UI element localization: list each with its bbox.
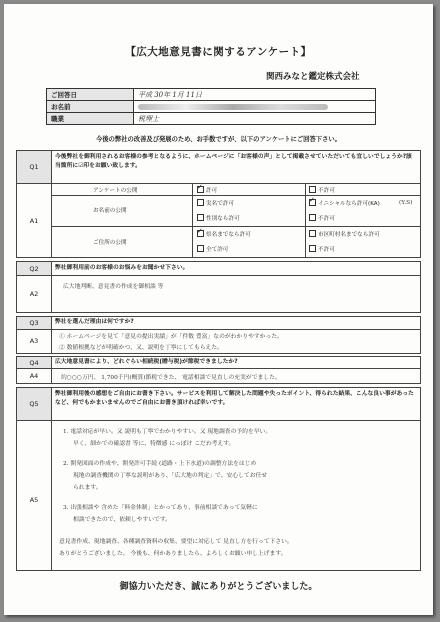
opt-address-pref[interactable]: ✓県名までなら許可 (197, 230, 251, 238)
q3-text: 弊社を選んだ理由は何ですか? (55, 319, 134, 325)
q5-text: 弊社御利用後の感想をご自由にお書き下さい。サービスを利用して解決した問題や失ったポイント、得られた結果、こんな良い事があったなど、何でもかまいませんのでご自由にお書き頂ければ幸いです。 (55, 391, 414, 406)
checkbox-checked-icon (197, 230, 204, 237)
opt-name-deny[interactable]: 不許可 (309, 214, 335, 222)
job-label: 職業 (47, 113, 134, 125)
date-label: ご回答日 (47, 89, 134, 101)
a1-cat-survey: アンケートの公開 (93, 188, 138, 194)
a4-label: A4 (29, 372, 39, 380)
q3-label: Q3 (29, 319, 39, 327)
q3-block (16, 316, 421, 354)
a5-line: 意見書作成、現地調査、各種調査資料の収集、要望に対応して 見直し方を行って下さい。 (59, 539, 293, 545)
a2-label: A2 (29, 290, 39, 298)
a5-line: 2. 開発図面の作成や、開発許可手続 (道路・上下水道)の調整方法をはじめ (63, 461, 257, 467)
a3-answer-2: ② 数値根拠などが明確かつ、又、説明を丁寧にしてもらえた。 (59, 345, 223, 351)
a5-line: られます。 (73, 485, 102, 491)
a3-label: A3 (29, 337, 39, 345)
redacted-name (138, 104, 328, 110)
opt-address-all[interactable]: 全て許可 (197, 245, 228, 253)
q5-block (16, 387, 421, 571)
date-value: 平成 30年 1月 11日 (138, 90, 202, 99)
opt-survey-deny[interactable]: 不許可 (309, 186, 335, 194)
a5-line: 相談できたので、依頼しやすいです。 (73, 517, 171, 523)
a5-line: 現地の調査機関の丁寧な説明があり、「広大地の判定」で、安心してお任せ (73, 473, 268, 479)
q2-text: 弊社御利用前のお客様のお悩みをお聞かせ下さい。 (55, 265, 189, 271)
a1-label: A1 (29, 217, 39, 225)
q1-text: 今後弊社を御利用されるお客様の参考となるように、ホームページに「お客様の声」として掲載させていただいても宜しいでしょうか?該当箇所に☑印をお願い致します。 (55, 154, 412, 169)
a1-cat-name: お名前の公開 (93, 208, 127, 214)
q4-label: Q4 (29, 359, 39, 367)
company-name: 関西みなと鑑定株式会社 (266, 72, 360, 82)
checkbox-icon (197, 199, 204, 206)
q4-text: 広大地意見書により、どれぐらい相続税(贈与税)が節税できましたか? (55, 359, 238, 365)
a4-answer: 約○○○万円、 1,700千円(概算)節税できた、 電話相談で見直しの充実がでました。 (61, 375, 281, 381)
a5-line: 早く、細かでの確認書 等に、特徴感 にっぽけ こだわ考えす。 (73, 441, 235, 447)
checkbox-icon (197, 214, 204, 221)
q4-block (16, 356, 421, 384)
handwritten-initials: (Y.S) (399, 200, 413, 206)
opt-name-real[interactable]: 実名で許可 (197, 199, 234, 207)
page-title: 【広大地意見書に関するアンケート】 (125, 46, 312, 58)
q1-block (16, 150, 421, 258)
survey-sheet (4, 4, 433, 615)
a1-cat-address: ご住所の公開 (93, 240, 127, 246)
job-value: 税理士 (138, 114, 159, 123)
thank-you-footer: 御協力いただき、誠にありがとうございました。 (119, 582, 318, 592)
q2-block (16, 261, 421, 313)
a5-line: 3. 出張相談や 含めた「料金体制」とかってあり、事前相談であって気軽に (63, 505, 258, 511)
respondent-info-table (46, 88, 376, 125)
name-label: お名前 (47, 101, 134, 113)
a2-answer: 広大地判断、意見書の作成を御相談 等 (63, 284, 164, 290)
q1-label: Q1 (29, 163, 39, 171)
q2-label: Q2 (29, 265, 39, 273)
a5-label: A5 (29, 496, 39, 504)
opt-survey-allow[interactable]: ✓ 許可 (197, 186, 217, 194)
checkbox-icon (309, 245, 316, 252)
a3-answer-1: ① ホームページを見て「意見の提出実績」が「件数 豊富」なのがわかりやすかった。 (59, 334, 283, 340)
opt-address-city[interactable]: 市区町村名までなら許可 (309, 230, 380, 238)
checkbox-icon (309, 214, 316, 221)
opt-name-initial[interactable]: ✓ イニシャルなら許可(KA) (309, 199, 380, 207)
a5-line: ありがとうございました。 今後も、何かありましたら、よろしくお願い申し上げます。 (59, 551, 287, 557)
opt-name-gender[interactable]: 性別なら許可 (197, 214, 240, 222)
checkbox-checked-icon (197, 186, 204, 193)
q5-label: Q5 (29, 400, 39, 408)
opt-address-deny[interactable]: 不許可 (309, 245, 335, 253)
intro-text: 今後の弊社の改善及び発展のため、お手数ですが、以下のアンケートにご回答下さい。 (96, 136, 341, 143)
checkbox-icon (309, 230, 316, 237)
checkbox-checked-icon (309, 199, 316, 206)
checkbox-icon (197, 245, 204, 252)
a5-line: 1. 電話対応が早い。又 説明も丁寧でわかりやすい。又 現地調査の予約を早い。 (63, 429, 272, 435)
checkbox-icon (309, 186, 316, 193)
